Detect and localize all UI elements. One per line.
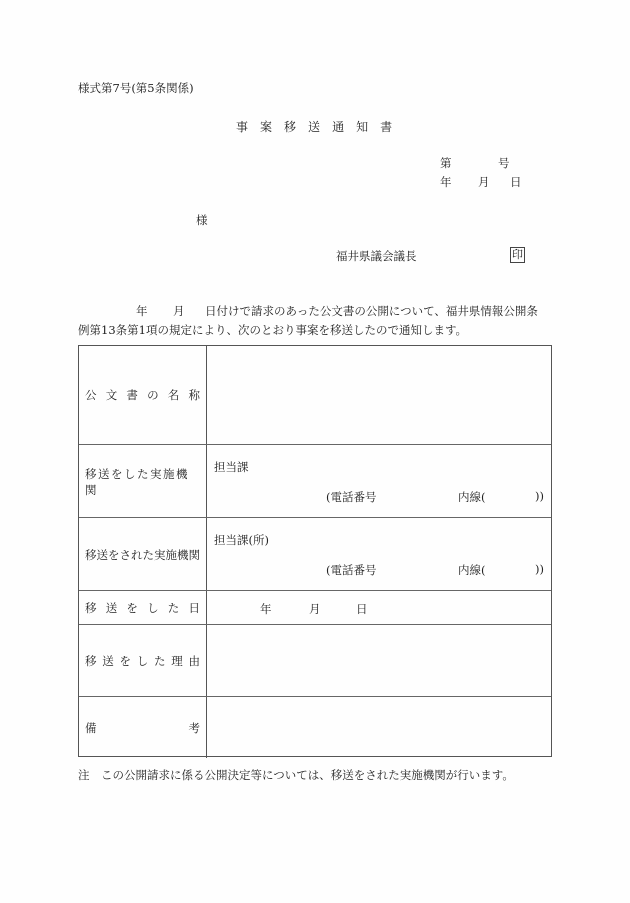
addressee-suffix: 様 — [196, 213, 208, 227]
document-title — [236, 118, 404, 135]
footnote: 注 この公開請求に係る公開決定等については、移送をされた実施機関が行います。 — [78, 768, 514, 782]
body-line-2: 例第13条第1項の規定により、次のとおり事案を移送したので通知します。 — [78, 323, 468, 337]
title-char: 送 — [308, 120, 333, 134]
receiving-agency-field[interactable] — [208, 518, 551, 591]
row-label: 移送をされた実施機関 — [79, 518, 207, 591]
closing-paren: )) — [535, 489, 544, 503]
dept-label: 担当課 — [214, 460, 249, 474]
number-suffix: 号 — [498, 156, 510, 170]
body-year: 年 — [136, 304, 148, 318]
document-name-field[interactable] — [208, 346, 551, 444]
dept-label: 担当課(所) — [214, 533, 269, 547]
document-number — [440, 155, 510, 171]
label-char: 日 — [188, 601, 200, 615]
transfer-date-field[interactable] — [208, 591, 551, 625]
issuer-name: 福井県議会議長 — [336, 249, 417, 263]
title-char: 事 — [236, 120, 261, 134]
title-char: 移 — [284, 120, 309, 134]
title-char: 書 — [380, 120, 405, 134]
label-char: 備 — [85, 720, 97, 735]
date-month: 月 — [478, 175, 490, 189]
body-month: 月 — [173, 304, 185, 318]
seal-mark: 印 — [512, 248, 523, 261]
row-label — [79, 346, 207, 444]
date-year: 年 — [440, 175, 452, 189]
remarks-field[interactable] — [208, 697, 551, 758]
label-char: 移 — [85, 601, 97, 615]
table-row-transfer-reason — [79, 624, 551, 697]
extension-label: 内線( — [458, 563, 486, 577]
label-char: た — [167, 601, 180, 615]
label-char: 書 — [126, 388, 138, 402]
table-row-remarks — [79, 696, 551, 758]
transferring-agency-field[interactable] — [208, 445, 551, 518]
body-line-1 — [78, 303, 538, 319]
label-char: の — [147, 388, 159, 402]
table-row-document-name — [79, 346, 551, 444]
label-char: し — [147, 601, 159, 615]
label-char: 文 — [105, 388, 118, 402]
table-row-transferring-agency — [79, 444, 551, 518]
phone-label: (電話番号 — [326, 563, 377, 577]
extension-label: 内線( — [458, 490, 486, 504]
label-char: た — [154, 654, 166, 668]
body-text: 日付けで請求のあった公文書の公開について、福井県情報公開条 — [205, 304, 538, 318]
row-label: 移送をした実施機関 — [79, 445, 207, 518]
label-char: し — [136, 654, 149, 668]
label-char: 送 — [105, 601, 118, 615]
label-char: 移 — [85, 654, 97, 668]
label-char: 送 — [102, 654, 114, 668]
date-day: 日 — [510, 175, 522, 189]
row-label — [79, 625, 207, 697]
row-label — [79, 591, 207, 625]
label-char: 公 — [85, 388, 97, 402]
label-char: 称 — [188, 388, 200, 402]
label-char: 理 — [171, 654, 183, 668]
label-char: を — [126, 601, 138, 615]
table-row-transfer-date — [79, 590, 551, 625]
number-prefix: 第 — [440, 156, 452, 170]
date-month: 月 — [309, 602, 321, 616]
title-char: 案 — [260, 120, 285, 134]
document-date — [440, 174, 522, 190]
label-char: 由 — [188, 654, 200, 668]
label-char: を — [119, 654, 131, 668]
closing-paren: )) — [535, 562, 544, 576]
label-char: 考 — [188, 720, 200, 735]
date-year: 年 — [260, 602, 272, 616]
date-day: 日 — [356, 602, 368, 616]
label-char: 名 — [167, 388, 180, 402]
title-char: 通 — [332, 120, 357, 134]
table-row-receiving-agency — [79, 517, 551, 591]
transfer-table — [78, 345, 552, 757]
phone-label: (電話番号 — [326, 490, 377, 504]
row-label — [79, 697, 207, 758]
title-char: 知 — [356, 120, 381, 134]
form-number: 様式第7号(第5条関係) — [78, 81, 194, 95]
transfer-reason-field[interactable] — [208, 625, 551, 697]
